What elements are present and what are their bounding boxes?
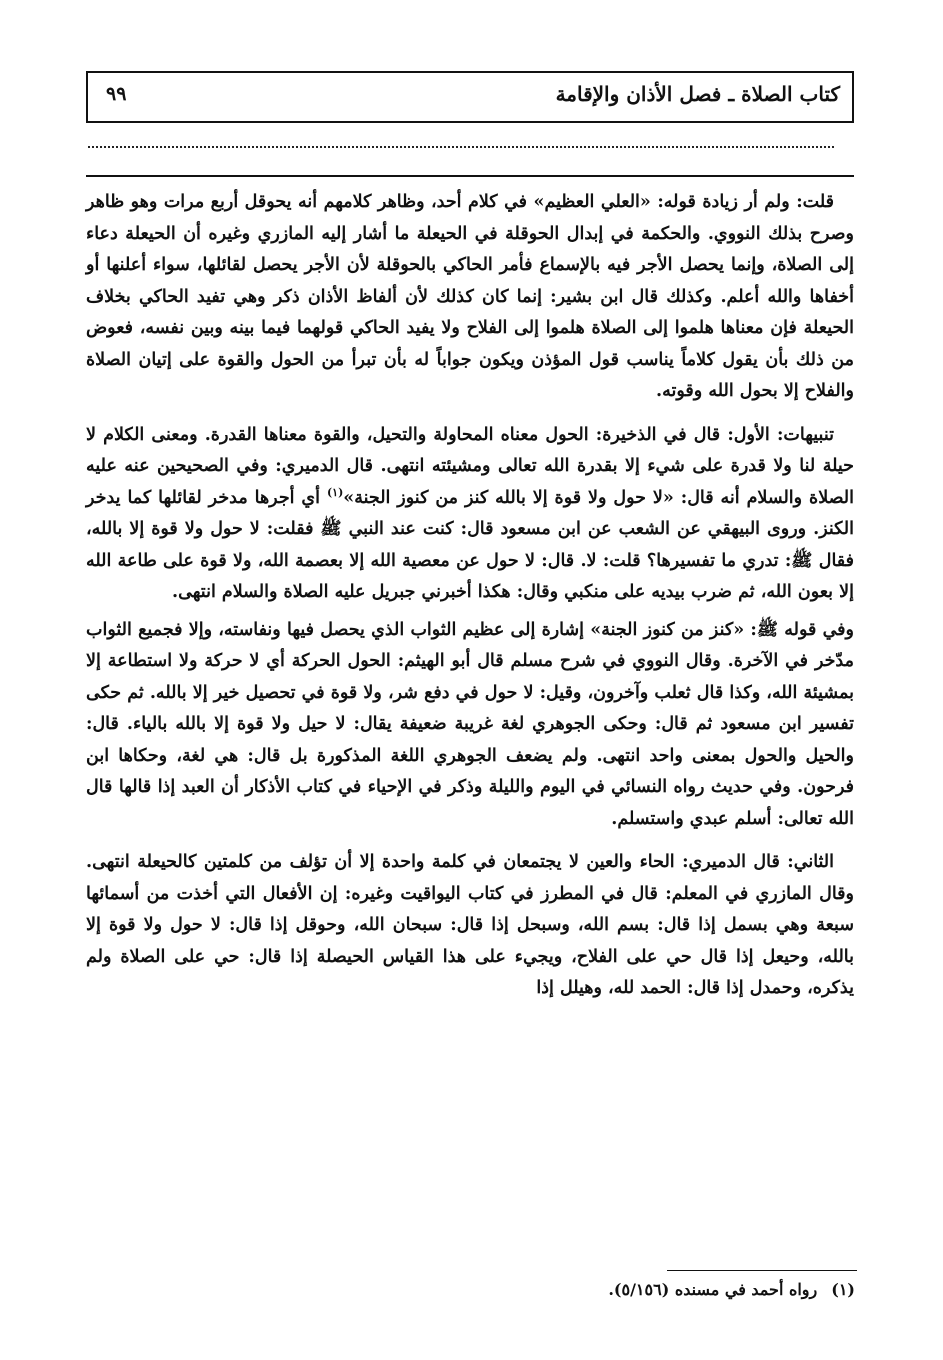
body-text bbox=[86, 187, 854, 1017]
footnote-ref[interactable]: (١) bbox=[326, 485, 344, 499]
footnote bbox=[608, 1280, 855, 1299]
paragraph-3: وفي قوله ﷺ: «كنز من كنوز الجنة» إشارة إلى عظيم الثواب الذي يحصل فيها ونفاسته، وإلا فجميع الثواب مدّخر في الآخرة. وقال النووي في شرح مسلم قال أبو الهيثم: الحول الحركة أي لا حركة ولا استطاعة إلا بمشيئة الله، وكذا قال ثعلب وآخرون، وقيل: لا حول في دفع شر، ولا قوة في تحصيل خير إلا بالله. ثم حكى تفسير ابن مسعود ثم قال: وحكى الجوهري لغة غريبة ضعيفة يقال: لا حيل ولا قوة إلا بالله بالياء. قال: والحيل والحول بمعنى واحد انتهى. ولم يضعف الجوهري اللغة المذكورة بل قال: هي لغة، وحكاها ابن فرحون. وفي حديث رواه النسائي في اليوم والليلة وذكر في الإحياء في كتاب الأذكار أن العبد إذا قالها قال الله تعالى: أسلم عبدي واستسلم. bbox=[86, 619, 854, 829]
dotted-separator bbox=[88, 146, 834, 148]
paragraph-1: قلت: ولم أر زيادة قوله: «العلي العظيم» في كلام أحد، وظاهر كلامهم أنه يحوقل أربع مرات وهو ظاهر وصرح بذلك النووي. والحكمة في إبدال الحوقلة في الحيعلة ما أشار إليه المازري وغيره أن الحيعلة دعاء إلى الصلاة، وإنما يحصل الأجر فيه بالإسماع فأمر الحاكي بالحوقلة لأن الأجر يحصل لقائلها، سواء أعلنها أو أخفاها والله أعلم. وكذلك قال ابن بشير: إنما كان كذلك لأن ألفاظ الأذان ذكر وهي تفيد الحاكي بخلاف الحيعلة فإن معناها هلموا إلى الصلاة هلموا إلى الفلاح ولا يفيد الحاكي قولهما فيما بينه وبين نفسه، فعوض من ذلك بأن يقول كلاماً يناسب قول المؤذن ويكون جواباً له بأن تبرأ من الحول والقوة على إتيان الصلاة والفلاح إلا بحول الله وقوته. bbox=[86, 192, 854, 401]
footnote-number: (١) bbox=[831, 1280, 855, 1299]
page-number: ٩٩ bbox=[106, 83, 127, 105]
paragraph-4: الثاني: قال الدميري: الحاء والعين لا يجتمعان في كلمة واحدة إلا أن تؤلف من كلمتين كالحيعلة انتهى. وقال المازري في المعلم: قال في المطرز في كتاب اليواقيت وغيره: إن الأفعال التي أخذت من أسمائها سبعة وهي بسمل إذا قال: بسم الله، وسبحل إذا قال: سبحان الله، وحوقل إذا قال: لا حول ولا قوة إلا بالله، وحيعل إذا قال حي على الفلاح، ويجيء على هذا القياس الحيصلة إذا قال: حي على الصلاة ولم يذكره، وحمدل إذا قال: الحمد لله، وهيلل إذا bbox=[86, 852, 854, 998]
paragraph-2 bbox=[86, 420, 854, 609]
paragraph-2-part-1: تنبيهات: الأول: قال في الذخيرة: الحول معناه المحاولة والتحيل، والقوة معناها القدرة. ومعنى الكلام لا حيلة لنا ولا قدرة على شيء إلا بقدرة الله تعالى ومشيئته انتهى. قال الدميري: وفي الصحيحين عنه عليه الصلاة والسلام أنه قال: «لا حول ولا قوة إلا بالله كنز من كنوز الجنة» bbox=[86, 424, 855, 508]
footnote-rule bbox=[667, 1270, 857, 1271]
running-header bbox=[86, 71, 854, 123]
top-rule bbox=[86, 175, 854, 177]
footnote-text: رواه أحمد في مسنده (٥/١٥٦). bbox=[608, 1280, 818, 1299]
paragraph-2-part-2: أي أجرها مدخر لقائلها كما يدخر الكنز. وروى البيهقي عن الشعب عن ابن مسعود قال: كنت عند النبي ﷺ فقلت: لا حول ولا قوة إلا بالله، فقال ﷺ: تدري ما تفسيرها؟ قلت: لا. قال: لا حول عن معصية الله إلا بعصمة الله، ولا قوة على طاعة الله إلا بعون الله، ثم ضرب بيديه على منكبي وقال: هكذا أخبرني جبريل عليه الصلاة والسلام انتهى. bbox=[86, 487, 854, 602]
chapter-title: كتاب الصلاة ـ فصل الأذان والإقامة bbox=[555, 82, 840, 106]
